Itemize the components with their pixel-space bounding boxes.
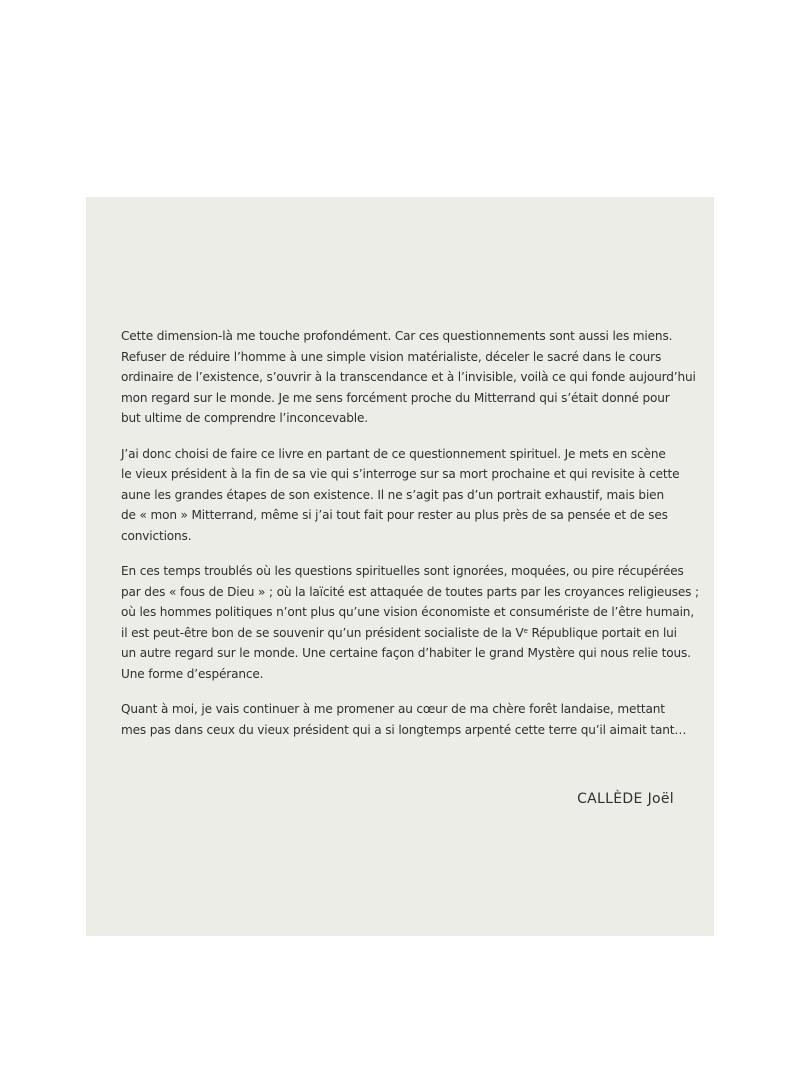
author-signature	[577, 791, 674, 807]
text-line: but ultime de comprendre l’inconcevable.	[121, 411, 368, 425]
text-fragment: République portait en lui	[527, 625, 677, 640]
text-line: de « mon » Mitterrand, même si j’ai tout fait pour rester au plus près de sa pensée et de ses	[121, 508, 668, 522]
text-line: un autre regard sur le monde. Une certaine façon d’habiter le grand Mystère qui nous relie tous.	[121, 646, 691, 660]
paragraph-3	[121, 561, 699, 684]
text-line: où les hommes politiques n’ont plus qu’une vision économiste et consumériste de l’être humain,	[121, 605, 695, 619]
text-line: Une forme d’espérance.	[121, 666, 264, 681]
text-line: En ces temps troublés où les questions spirituelles sont ignorées, moquées, ou pire récupérées	[121, 564, 684, 578]
author-given-name: Joël	[647, 791, 674, 807]
text-line: convictions.	[121, 528, 192, 543]
text-line: mes pas dans ceux du vieux président qui a si longtemps arpenté cette terre qu’il aimait tant…	[121, 722, 687, 737]
text-line: J’ai donc choisi de faire ce livre en partant de ce questionnement spirituel. Je mets en scène	[121, 446, 666, 461]
text-line: par des « fous de Dieu » ; où la laïcité est attaquée de toutes parts par les croyances religieuses ;	[121, 584, 699, 599]
text-line: Quant à moi, je vais continuer à me promener au cœur de ma chère forêt landaise, mettant	[121, 702, 665, 716]
text-line: Refuser de réduire l’homme à une simple vision matérialiste, déceler le sacré dans le cours	[121, 349, 662, 364]
text-line: ordinaire de l’existence, s’ouvrir à la transcendance et à l’invisible, voilà ce qui fonde aujourd’hui	[121, 370, 696, 384]
page-panel	[86, 197, 714, 936]
superscript: e	[523, 626, 528, 635]
author-family-name: CALLÈDE	[577, 791, 643, 807]
text-fragment: il est peut-être bon de se souvenir qu’un président socialiste de la V	[121, 625, 524, 640]
paragraph-1	[121, 326, 696, 429]
text-line: mon regard sur le monde. Je me sens forcément proche du Mitterrand qui s’était donné pour	[121, 390, 670, 405]
text-line	[121, 623, 686, 644]
paragraph-2	[121, 444, 686, 547]
text-line: Cette dimension-là me touche profondément. Car ces questionnements sont aussi les miens.	[121, 329, 673, 343]
text-line: le vieux président à la fin de sa vie qui s’interroge sur sa mort prochaine et qui revisite à cette	[121, 467, 680, 481]
body-text	[121, 326, 699, 755]
paragraph-4	[121, 699, 686, 740]
text-line: aune les grandes étapes de son existence. Il ne s’agit pas d’un portrait exhaustif, mais bien	[121, 487, 664, 502]
